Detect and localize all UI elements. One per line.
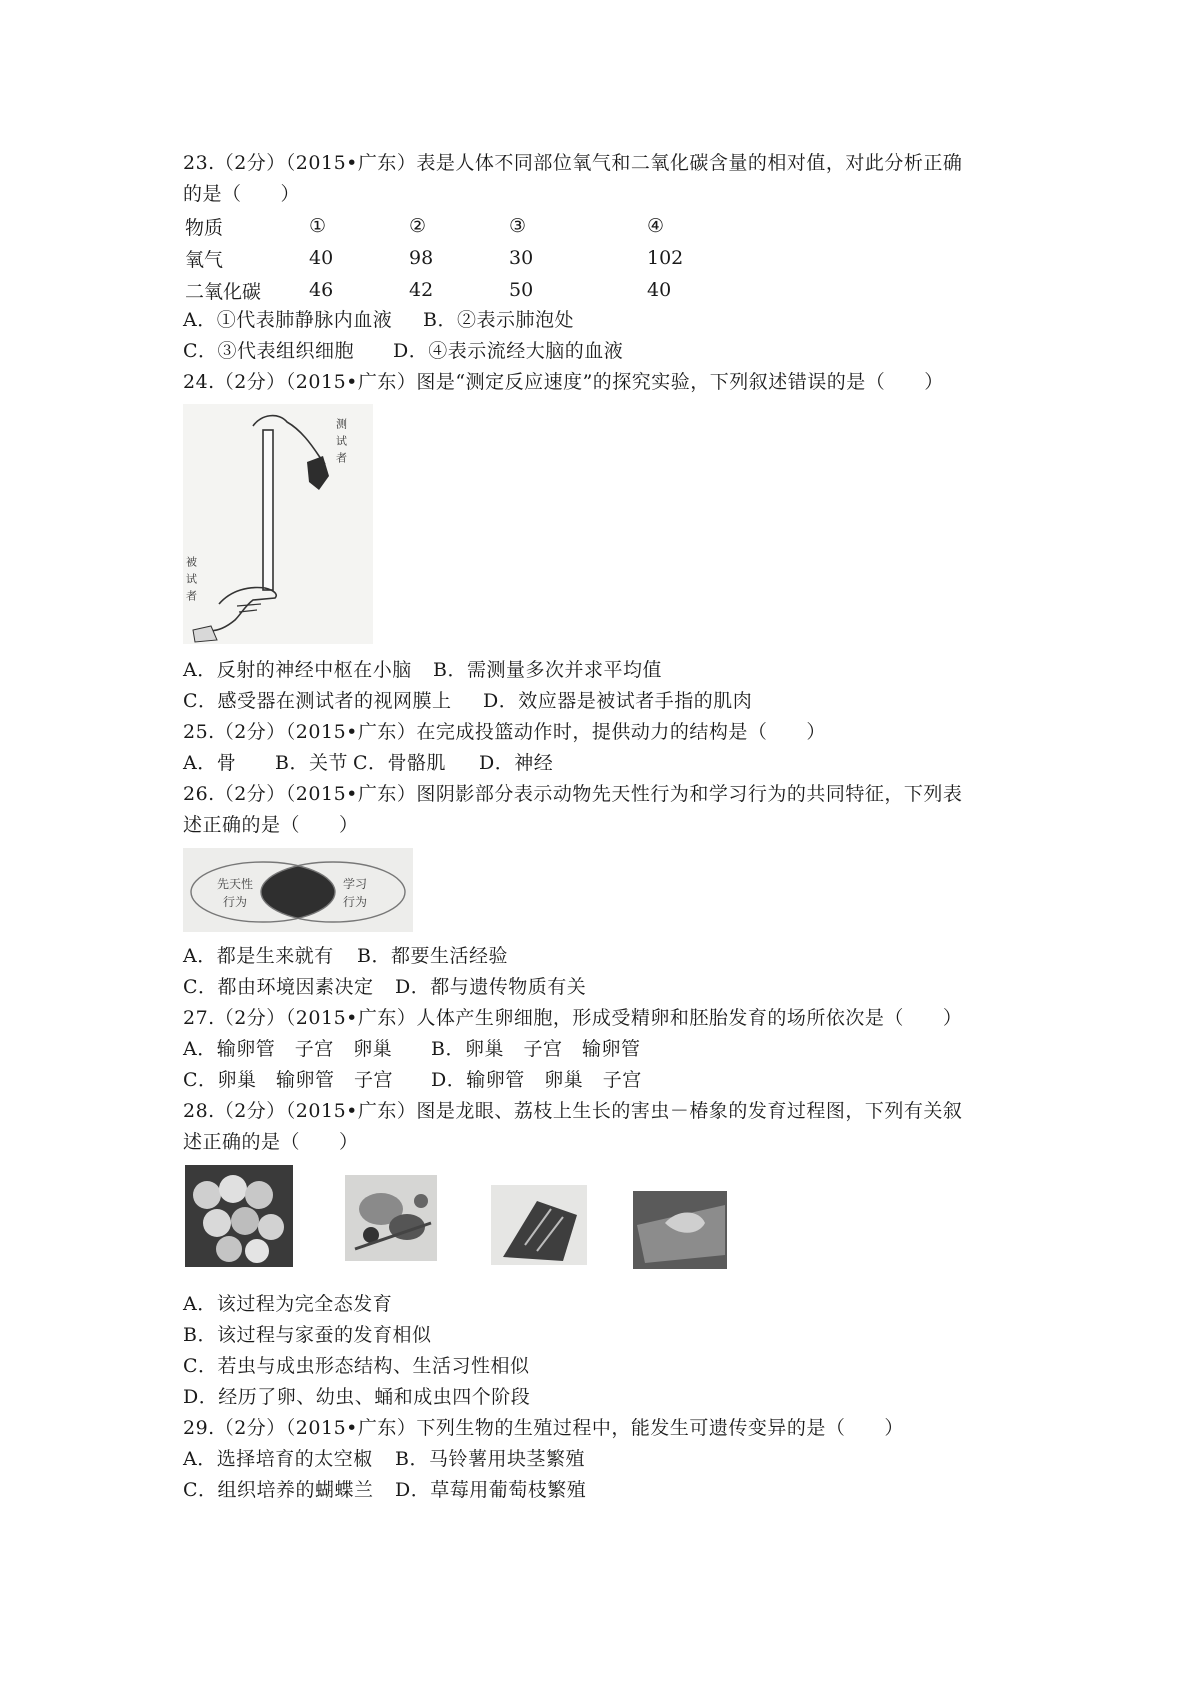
q28-option-a: A．该过程为完全态发育: [183, 1293, 393, 1315]
table-cell: 98: [409, 247, 434, 269]
q25-option-d: D．神经: [479, 752, 554, 774]
table-cell: 102: [647, 247, 684, 269]
q29-stem: 29.（2分）（2015•广东）下列生物的生殖过程中，能发生可遗传变异的是（ ）: [183, 1417, 904, 1439]
table-cell: 42: [409, 279, 434, 301]
venn-left-label-1: 先天性: [217, 877, 254, 891]
q25-options-row: [183, 750, 553, 776]
q25-option-a: A．骨: [183, 752, 237, 774]
young-nymph-photo: [345, 1175, 437, 1261]
q27-stem: 27.（2分）（2015•广东）人体产生卵细胞，形成受精卵和胚胎发育的场所依次是（ ）: [183, 1007, 963, 1029]
q23-option-d: D．④表示流经大脑的血液: [393, 340, 624, 362]
q25-option-c: C．骨骼肌: [353, 752, 447, 774]
subject-label: 被试者: [184, 556, 198, 607]
q26-option-a: A．都是生来就有: [183, 945, 334, 967]
q26-venn-diagram: [183, 848, 413, 932]
q24-option-a: A．反射的神经中枢在小脑: [183, 659, 412, 681]
q23-option-b: B．②表示肺泡处: [423, 309, 574, 331]
q29-option-c: C．组织培养的蝴蝶兰: [183, 1479, 374, 1501]
table-header-row: [185, 210, 707, 242]
table-cell: 氧气: [185, 248, 224, 271]
q28-stem-line2: 述正确的是（ ）: [183, 1131, 359, 1153]
q26-options-row1: [183, 943, 508, 969]
q26-option-b: B．都要生活经验: [357, 945, 508, 967]
q28-option-c: C．若虫与成虫形态结构、生活习性相似: [183, 1355, 530, 1377]
q29-options-row1: [183, 1446, 585, 1472]
q28-stem-line1: 28.（2分）（2015•广东）图是龙眼、荔枝上生长的害虫－椿象的发育过程图，下列有关叙: [183, 1100, 963, 1122]
table-cell: 46: [309, 279, 334, 301]
q24-option-d: D．效应器是被试者手指的肌肉: [483, 690, 753, 712]
q26-option-c: C．都由环境因素决定: [183, 976, 374, 998]
venn-left-label-2: 行为: [223, 895, 248, 909]
q26-stem-line1: 26.（2分）（2015•广东）图阴影部分表示动物先天性行为和学习行为的共同特征，下列表: [183, 783, 963, 805]
q26-option-d: D．都与遗传物质有关: [395, 976, 587, 998]
venn-right-label-2: 行为: [343, 895, 368, 909]
q29-option-b: B．马铃薯用块茎繁殖: [395, 1448, 585, 1470]
q27-options-row1: [183, 1036, 640, 1062]
table-cell: 30: [509, 247, 534, 269]
q24-options-row2: [183, 688, 752, 714]
q23-options-row1: [183, 307, 574, 333]
q23-options-row2: [183, 338, 623, 364]
q29-option-a: A．选择培育的太空椒: [183, 1448, 373, 1470]
q27-option-c: C．卵巢 输卵管 子宫: [183, 1069, 394, 1091]
q23-stem-line1: 23.（2分）（2015•广东）表是人体不同部位氧气和二氧化碳含量的相对值，对此分析正确: [183, 152, 963, 174]
q26-options-row2: [183, 974, 586, 1000]
table-row: [185, 242, 707, 274]
table-header-cell: ④: [647, 215, 665, 237]
ruler-drop-illustration: [183, 404, 373, 644]
q23-option-c: C．③代表组织细胞: [183, 340, 355, 362]
adult-insect-photo: [633, 1191, 727, 1269]
q24-option-b: B．需测量多次并求平均值: [433, 659, 662, 681]
table-header-cell: ②: [409, 215, 427, 237]
venn-right-label-1: 学习: [343, 877, 368, 891]
q25-stem: 25.（2分）（2015•广东）在完成投篮动作时，提供动力的结构是（ ）: [183, 721, 826, 743]
q29-option-d: D．草莓用葡萄枝繁殖: [395, 1479, 587, 1501]
q24-stem: 24.（2分）（2015•广东）图是“测定反应速度”的探究实验，下列叙述错误的是（ ）: [183, 371, 944, 393]
table-cell: 50: [509, 279, 534, 301]
q27-option-b: B．卵巢 子宫 输卵管: [431, 1038, 641, 1060]
q23-data-table: [185, 210, 707, 306]
q25-option-b: B．关节: [275, 752, 348, 774]
q23-stem-line2: 的是（ ）: [183, 183, 301, 205]
table-header-cell: ①: [309, 215, 327, 237]
table-cell: 二氧化碳: [185, 280, 262, 303]
q24-reaction-figure: [183, 404, 373, 644]
table-header-cell: ③: [509, 215, 527, 237]
table-header-cell: 物质: [185, 216, 224, 239]
q28-option-d: D．经历了卵、幼虫、蛹和成虫四个阶段: [183, 1386, 531, 1408]
q27-options-row2: [183, 1067, 642, 1093]
ruler-icon: [263, 430, 273, 590]
older-nymph-photo: [491, 1185, 587, 1265]
q28-development-photos: [185, 1165, 740, 1275]
table-row: [185, 274, 707, 306]
table-cell: 40: [647, 279, 672, 301]
tester-label: 测试者: [334, 418, 348, 469]
q27-option-d: D．输卵管 卵巢 子宫: [431, 1069, 642, 1091]
table-cell: 40: [309, 247, 334, 269]
q29-options-row2: [183, 1477, 586, 1503]
q24-options-row1: [183, 657, 662, 683]
q23-option-a: A．①代表肺静脉内血液: [183, 309, 393, 331]
q28-option-b: B．该过程与家蚕的发育相似: [183, 1324, 432, 1346]
q24-option-c: C．感受器在测试者的视网膜上: [183, 690, 452, 712]
q26-stem-line2: 述正确的是（ ）: [183, 814, 359, 836]
q27-option-a: A．输卵管 子宫 卵巢: [183, 1038, 393, 1060]
egg-stage-photo: [185, 1165, 293, 1267]
